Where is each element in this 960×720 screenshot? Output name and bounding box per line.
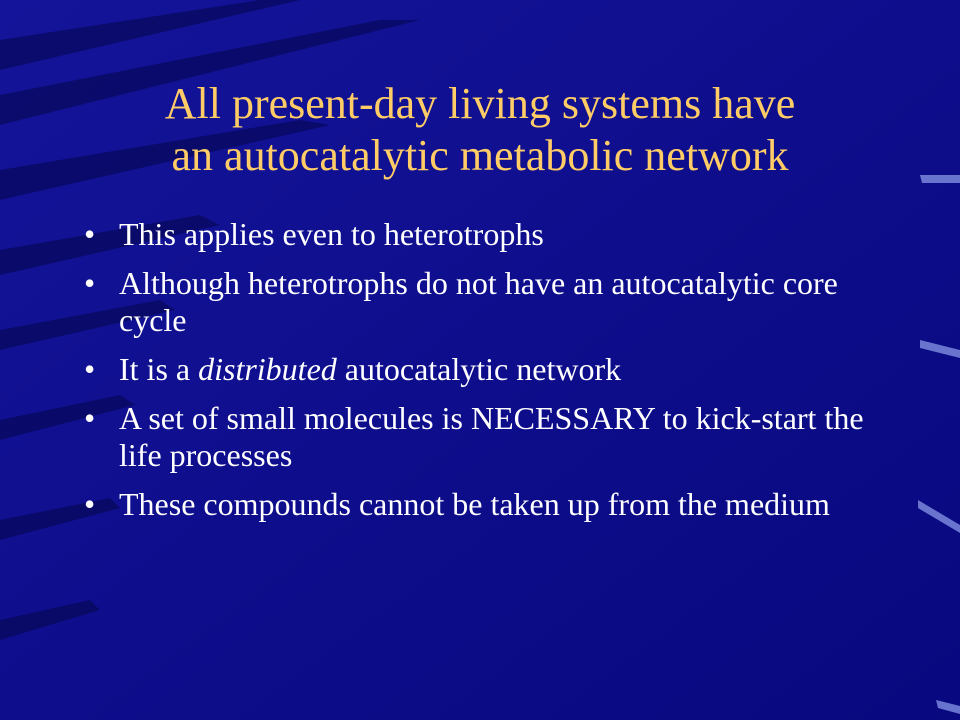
bullet-icon: •: [84, 400, 96, 436]
bullet-text: A set of small molecules is NECESSARY to kick-start the life processes: [119, 400, 864, 473]
bullet-item: [84, 216, 884, 253]
bullet-item: [84, 486, 884, 523]
bullet-icon: •: [84, 351, 96, 387]
bullet-text: Although heterotrophs do not have an autocatalytic core cycle: [119, 265, 838, 338]
bullet-item: [84, 400, 884, 474]
bullet-text-before: It is a: [119, 351, 199, 387]
bullet-list: [84, 216, 884, 535]
title-line-1: All present-day living systems have: [164, 79, 796, 128]
bullet-text: These compounds cannot be taken up from the medium: [119, 486, 830, 522]
title-line-2: an autocatalytic metabolic network: [171, 131, 789, 180]
slide-title: [40, 78, 920, 182]
bullet-text-after: autocatalytic network: [336, 351, 622, 387]
bullet-item: [84, 351, 884, 388]
bullet-text: This applies even to heterotrophs: [119, 216, 544, 252]
bullet-emphasis: distributed: [198, 351, 337, 387]
bullet-icon: •: [84, 216, 96, 252]
bullet-icon: •: [84, 265, 96, 301]
bullet-item: [84, 265, 884, 339]
bullet-icon: •: [84, 486, 96, 522]
